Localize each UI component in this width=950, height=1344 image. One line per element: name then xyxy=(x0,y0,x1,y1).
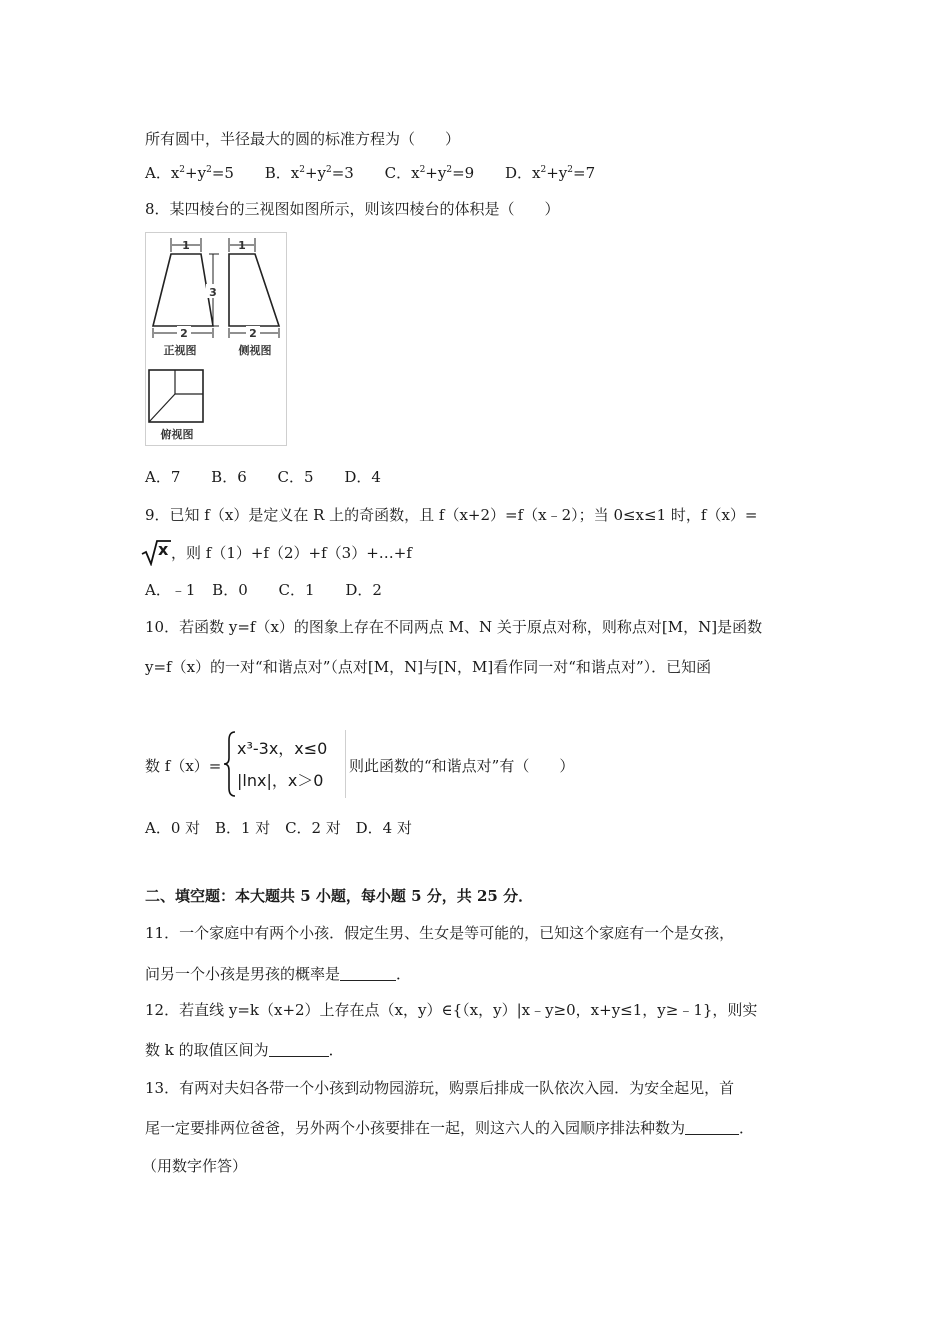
q12-answer-blank[interactable] xyxy=(269,1042,329,1057)
q7-option-a: A．$x^2+y^2=5$ xyxy=(145,164,234,182)
q10-option-c: C．2 对 xyxy=(285,819,341,837)
q9-stem-line1: 9．已知 f（x）是定义在 R 上的奇函数，且 f（x+2）=f（x﹣2）；当 0≤x≤1 时，f（x）= xyxy=(145,506,758,524)
q12-line2: 数 k 的取值区间为 ． xyxy=(145,1041,344,1059)
q10-stem-line1: 10．若函数 y=f（x）的图象上存在不同两点 M、N 关于原点对称，则称点对[M，N]是函数 xyxy=(145,618,763,636)
front-view-trapezoid xyxy=(153,254,213,326)
section2-heading: 二、填空题：本大题共 5 小题，每小题 5 分，共 25 分． xyxy=(145,887,534,905)
front-bottom-dimension: 2 xyxy=(180,327,188,340)
side-top-dimension: 1 xyxy=(238,239,246,252)
q9-option-b: B．0 xyxy=(212,581,248,599)
q10-option-a: A．0 对 xyxy=(145,819,201,837)
q10-options xyxy=(145,818,438,838)
q7-option-c: C．$x^2+y^2=9$ xyxy=(384,164,475,182)
q9-stem-line2: ，则 f（1）+f（2）+f（3）+…+f xyxy=(171,544,412,562)
q11-answer-blank[interactable] xyxy=(340,966,396,981)
q8-option-d: D．4 xyxy=(344,468,381,486)
q13-line2: 尾一定要排两位爸爸，另外两个小孩要排在一起，则这六人的入园顺序排法种数为 ． xyxy=(145,1119,755,1137)
front-view-label: 正视图 xyxy=(163,344,197,357)
q7-option-d: D．$x^2+y^2=7$ xyxy=(504,164,596,182)
sqrt-variable: x xyxy=(158,540,169,559)
q10-stem-post: 则此函数的“和谐点对”有（ ） xyxy=(349,757,575,775)
q11-line2: 问另一个小孩是男孩的概率是 ． xyxy=(145,965,412,983)
height-dimension: 3 xyxy=(209,286,217,299)
q8-option-a: A．7 xyxy=(145,468,181,486)
q9-option-d: D．2 xyxy=(345,581,382,599)
side-bottom-dimension: 2 xyxy=(249,327,257,340)
q8-option-b: B．6 xyxy=(211,468,247,486)
q7-option-b: B．$x^2+y^2=3$ xyxy=(264,164,354,182)
front-top-dimension: 1 xyxy=(182,239,190,252)
piece-1: x³-3x，x≤0 xyxy=(237,739,328,758)
three-view-figure xyxy=(145,232,287,446)
q7-stem-tail: 所有圆中，半径最大的圆的标准方程为（ ） xyxy=(145,130,461,148)
q9-option-a: A．﹣1 xyxy=(145,581,196,599)
formula-border xyxy=(345,730,346,798)
q13-line3: （用数字作答） xyxy=(142,1157,248,1175)
piece-2: |lnx|，x＞0 xyxy=(237,771,324,790)
q8-stem: 8．某四棱台的三视图如图所示，则该四棱台的体积是（ ） xyxy=(145,200,560,218)
q12-line1: 12．若直线 y=k（x+2）上存在点（x，y）∈{（x，y）|x﹣y≥0，x+y≤1，y≥﹣1}，则实 xyxy=(145,1001,758,1019)
q13-line1: 13．有两对夫妇各带一个小孩到动物园游玩，购票后排成一队依次入园．为安全起见，首 xyxy=(145,1079,735,1097)
side-view-trapezoid xyxy=(229,254,279,326)
left-brace xyxy=(223,730,237,798)
piecewise-function xyxy=(223,730,348,798)
q9-options xyxy=(145,580,408,600)
q10-stem-line2: y=f（x）的一对“和谐点对”（点对[M，N]与[N，M]看作同一对“和谐点对”）．已知函 xyxy=(145,658,712,676)
q13-answer-blank[interactable] xyxy=(685,1120,739,1135)
q10-stem-pre: 数 f（x）= xyxy=(145,757,222,775)
q11-line1: 11．一个家庭中有两个小孩．假定生男、生女是等可能的，已知这个家庭有一个是女孩， xyxy=(145,924,735,942)
q8-options xyxy=(145,467,407,487)
top-view-square xyxy=(149,370,203,422)
top-view-label: 俯视图 xyxy=(160,428,194,441)
q8-option-c: C．5 xyxy=(277,468,314,486)
q10-option-b: B．1 对 xyxy=(214,819,271,837)
q7-options xyxy=(145,163,621,183)
q9-option-c: C．1 xyxy=(278,581,315,599)
q10-option-d: D．4 对 xyxy=(355,819,412,837)
side-view-label: 侧视图 xyxy=(238,344,272,357)
figure-frame xyxy=(146,233,287,446)
